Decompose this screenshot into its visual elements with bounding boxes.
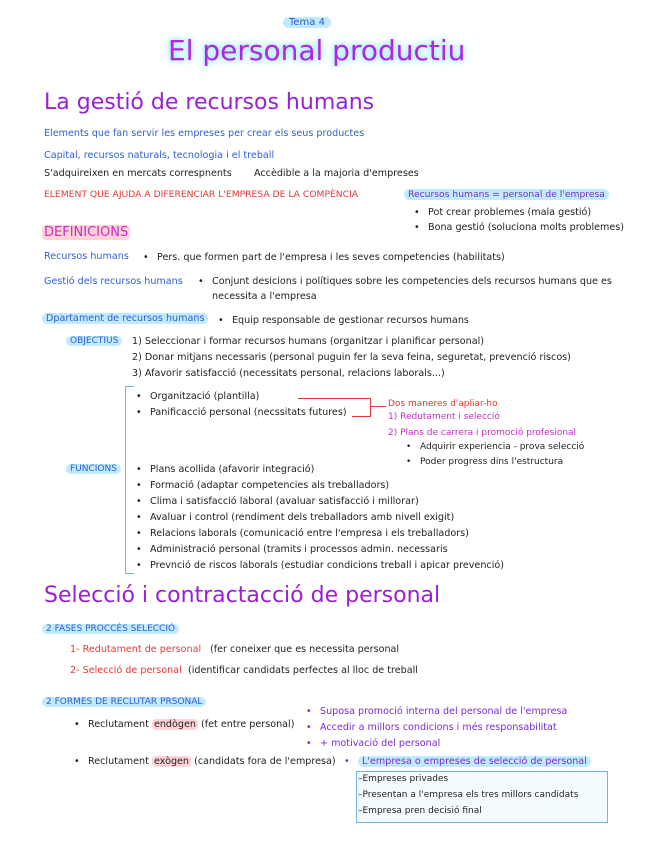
definition-desc: • Equip responsable de gestionar recursos humans bbox=[232, 315, 469, 326]
reclutament-label: Reclutament bbox=[88, 719, 149, 730]
exogen-box bbox=[356, 771, 608, 823]
fase-item: 2- Selecció de personal bbox=[70, 665, 182, 676]
section-heading-seleccio: Selecció i contractacció de personal bbox=[44, 583, 441, 608]
text-line: Capital, recursos naturals, tecnologia i el treball bbox=[44, 150, 275, 161]
recursos-humans-label: Recursos humans = personal de l'empresa bbox=[404, 189, 609, 200]
fase-desc: (identificar candidats perfectes al lloc de treball bbox=[188, 665, 418, 676]
function-item: • Clima i satisfacció laboral (avaluar satisfacció i millorar) bbox=[150, 496, 419, 507]
manera-item: 2) Plans de carrera i promoció profesional bbox=[388, 428, 577, 438]
list-item: • Bona gestió (soluciona molts problemes) bbox=[428, 222, 624, 233]
function-item: • Administració personal (tramits i processos admin. necessaris bbox=[150, 544, 448, 555]
objective-item: 1) Seleccionar i formar recursos humans (organitzar i planificar personal) bbox=[132, 336, 485, 347]
text-line: ELEMENT QUE AJUDA A DIFERENCIAR L'EMPRESA DE LA COMPÈNCIA bbox=[44, 189, 359, 200]
function-item: • Plans acollida (afavorir integració) bbox=[150, 464, 314, 475]
definition-desc-cont: necessita a l'empresa bbox=[212, 291, 317, 302]
function-item: • Prevnció de riscos laborals (estudiar condicions treball i apicar prevenció) bbox=[150, 560, 504, 571]
reclutament-endogen bbox=[88, 719, 294, 730]
page-title: El personal productiu bbox=[168, 34, 466, 67]
fase-item: 1- Redutament de personal bbox=[70, 644, 202, 655]
definition-desc: • Conjunt desicions i polítiques sobre les competencies dels recursos humans que es bbox=[212, 276, 612, 287]
manera-item: 1) Redutament i selecció bbox=[388, 412, 500, 422]
objective-item: 2) Donar mitjans necessaris (personal puguin fer la seva feina, seguretat, prevenció riscos) bbox=[132, 352, 571, 363]
funcions-label: FUNCIONS bbox=[66, 464, 121, 474]
maneres-connector-tick bbox=[370, 406, 386, 407]
maneres-connector-line bbox=[298, 398, 352, 399]
funcions-bracket bbox=[125, 386, 134, 574]
list-item: • Pot crear problemes (mala gestió) bbox=[428, 207, 591, 218]
exogen-item: –Empresa pren decisió final bbox=[358, 806, 482, 816]
endogen-item: • Suposa promoció interna del personal de l'empresa bbox=[320, 706, 567, 717]
definition-term: Gestió dels recursos humans bbox=[44, 276, 183, 287]
function-item: • Formació (adaptar competencies als treballadors) bbox=[150, 480, 389, 491]
definition-term: Dpartament de recursos humans bbox=[42, 313, 208, 324]
function-item: • Relacions laborals (comunicació entre l'empresa i els treballadors) bbox=[150, 528, 469, 539]
function-item: • Panificacció personal (necssitats futures) bbox=[150, 407, 347, 418]
topic-badge: Tema 4 bbox=[283, 17, 331, 28]
endogen-item: • Accedir a millors condicions i més responsabilitat bbox=[320, 722, 557, 733]
exogen-highlight: exògen bbox=[153, 756, 190, 767]
objective-item: 3) Afavorir satisfacció (necessitats personal, relacions laborals...) bbox=[132, 368, 445, 379]
reclutament-label: Reclutament bbox=[88, 756, 149, 767]
fase-desc: (fer coneixer que es necessita personal bbox=[210, 644, 400, 655]
maneres-connector bbox=[352, 398, 371, 417]
section-heading-gestio: La gestió de recursos humans bbox=[44, 90, 375, 115]
fases-label: 2 FASES PROCCÉS SELECCIÓ bbox=[42, 624, 179, 634]
text-line: S'adquireixen en mercats correspnents bbox=[44, 168, 232, 179]
reclutament-exogen bbox=[88, 756, 336, 767]
exogen-item: –Presentan a l'empresa els tres millors candidats bbox=[358, 790, 579, 800]
definitions-heading: DEFINICIONS bbox=[44, 225, 129, 240]
definition-desc: • Pers. que formen part de l'empresa i les seves competencies (habilitats) bbox=[157, 252, 505, 263]
manera-subitem: • Poder progress dins l'estructura bbox=[420, 457, 563, 467]
formes-label: 2 FORMES DE RECLUTAR PRSONAL bbox=[42, 697, 206, 707]
endogen-highlight: endògen bbox=[153, 719, 196, 730]
objectius-label: OBJECTIUS bbox=[66, 336, 122, 346]
text-line: Accèdible a la majoria d'empreses bbox=[254, 168, 419, 179]
endogen-item: • + motivació del personal bbox=[320, 738, 440, 749]
reclutament-desc: (candidats fora de l'empresa) bbox=[194, 756, 336, 767]
exogen-item: –Empreses privades bbox=[358, 774, 449, 784]
exogen-note: • L'empresa o empreses de selecció de personal bbox=[358, 756, 591, 767]
function-item: • Avaluar i control (rendiment dels treballadors amb nivell exigit) bbox=[150, 512, 454, 523]
function-item: • Organització (plantilla) bbox=[150, 391, 259, 402]
maneres-title: Dos maneres d'apliar-ho bbox=[388, 399, 498, 409]
definition-term: Recursos humans bbox=[44, 251, 129, 262]
text-line: Elements que fan servir les empreses per crear els seus productes bbox=[44, 128, 365, 139]
manera-subitem: • Adquirir experiencia - prova selecció bbox=[420, 442, 584, 452]
reclutament-desc: (fet entre personal) bbox=[201, 719, 295, 730]
